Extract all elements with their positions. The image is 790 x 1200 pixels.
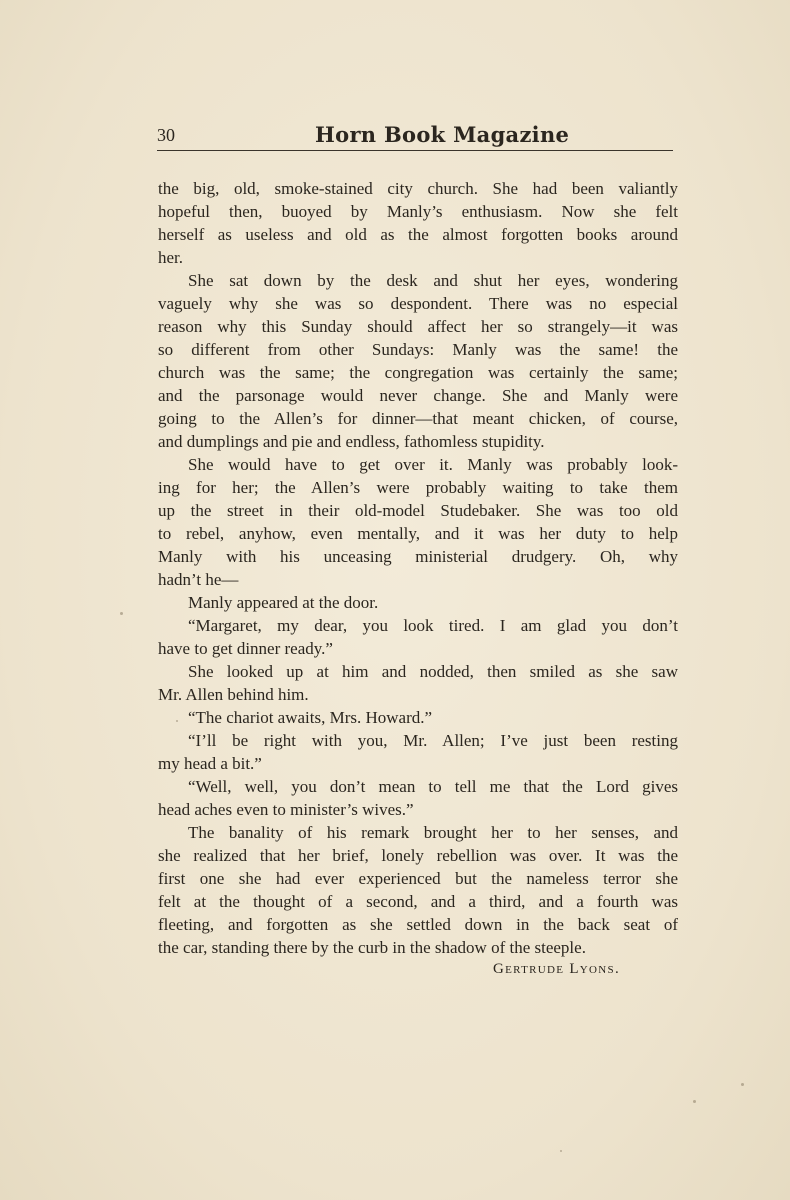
text-line: ing for her; the Allen’s were probably waiting to take them [158, 478, 678, 497]
text-line: felt at the thought of a second, and a third, and a fourth was [158, 892, 678, 911]
paper-speck [741, 1083, 744, 1086]
text-line: herself as useless and old as the almost forgotten books around [158, 225, 678, 244]
paper-speck [120, 612, 123, 615]
text-line: and dumplings and pie and endless, fathomless stupidity. [158, 432, 545, 451]
text-line: have to get dinner ready.” [158, 639, 333, 658]
text-line: church was the same; the congregation was certainly the same; [158, 363, 678, 382]
text-line: Manly appeared at the door. [188, 593, 379, 612]
text-line: to rebel, anyhow, even mentally, and it was her duty to help [158, 524, 678, 543]
text-line: my head a bit.” [158, 754, 262, 773]
author-signature: Gertrude Lyons. [493, 961, 621, 977]
page-header [157, 122, 673, 151]
paper-speck [176, 720, 178, 722]
text-line: She looked up at him and nodded, then smiled as she saw [188, 662, 678, 681]
story-text [158, 177, 678, 959]
page-number: 30 [157, 125, 175, 145]
text-line: vaguely why she was so despondent. There was no especial [158, 294, 678, 313]
text-line: The banality of his remark brought her to her senses, and [188, 823, 678, 842]
text-line: the car, standing there by the curb in the shadow of the steeple. [158, 938, 586, 957]
paper-speck [693, 1100, 696, 1103]
text-line: “I’ll be right with you, Mr. Allen; I’ve just been resting [188, 731, 678, 750]
text-line: she realized that her brief, lonely rebellion was over. It was the [158, 846, 678, 865]
text-line: reason why this Sunday should affect her so strangely—it was [158, 317, 678, 336]
text-line: hadn’t he— [158, 570, 239, 589]
text-line: so different from other Sundays: Manly was the same! the [158, 340, 678, 359]
text-line: “Margaret, my dear, you look tired. I am glad you don’t [188, 616, 678, 635]
text-line: Manly with his unceasing ministerial drudgery. Oh, why [158, 547, 678, 566]
text-line: her. [158, 248, 184, 267]
text-line: Mr. Allen behind him. [158, 685, 309, 704]
text-line: first one she had ever experienced but the nameless terror she [158, 869, 678, 888]
text-line: going to the Allen’s for dinner—that meant chicken, of course, [158, 409, 678, 428]
text-line: head aches even to minister’s wives.” [158, 800, 414, 819]
text-line: She would have to get over it. Manly was probably look- [188, 455, 678, 474]
text-line: “Well, well, you don’t mean to tell me that the Lord gives [188, 777, 678, 796]
text-line: She sat down by the desk and shut her eyes, wondering [188, 271, 678, 290]
text-line: hopeful then, buoyed by Manly’s enthusiasm. Now she felt [158, 202, 678, 221]
text-line: and the parsonage would never change. She and Manly were [158, 386, 678, 405]
paper-speck [560, 1150, 562, 1152]
running-title: Horn Book Magazine [315, 122, 570, 147]
text-line: the big, old, smoke-stained city church. She had been valiantly [158, 179, 678, 198]
text-line: fleeting, and forgotten as she settled down in the back seat of [158, 915, 678, 934]
text-line: up the street in their old-model Studebaker. She was too old [158, 501, 678, 520]
text-line: “The chariot awaits, Mrs. Howard.” [188, 708, 433, 727]
